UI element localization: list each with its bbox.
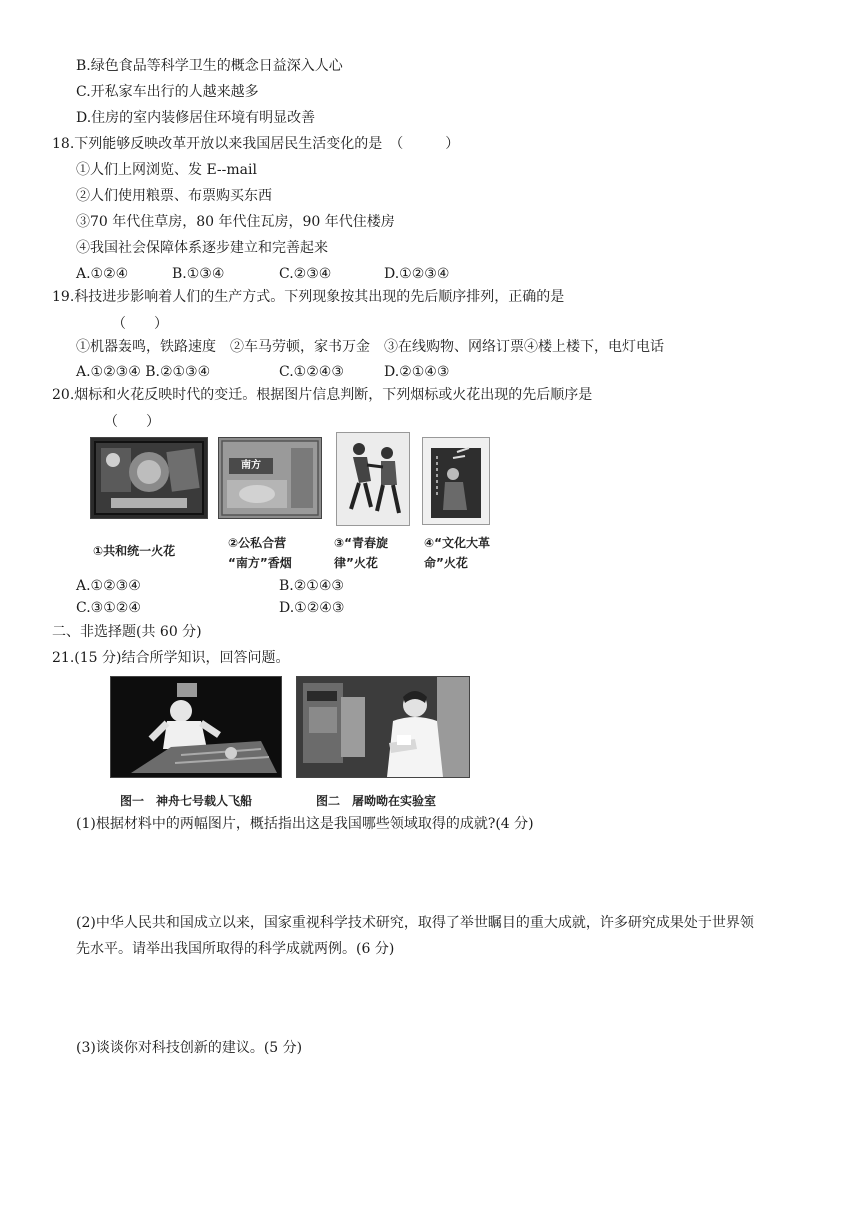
q20-option-a: A.①②③④ xyxy=(76,578,141,594)
matchbox-label-image-1 xyxy=(90,437,208,519)
nanfang-brand-text: 南方 xyxy=(241,460,261,471)
q17-option-c: C.开私家车出行的人越来越多 xyxy=(76,84,259,100)
q20-caption-3-line1: ③“青春旋 xyxy=(334,536,389,550)
q18-item-3: ③70 年代住草房，80 年代住瓦房，90 年代住楼房 xyxy=(76,214,395,230)
q20-caption-4-line2: 命”火花 xyxy=(424,556,468,570)
q17-option-b: B.绿色食品等科学卫生的概念日益深入人心 xyxy=(76,58,343,74)
section-heading: 二、非选择题(共 60 分) xyxy=(52,624,202,640)
q20-caption-1: ①共和统一火花 xyxy=(93,544,176,558)
q21-figure-2-caption: 图二 屠呦呦在实验室 xyxy=(316,794,437,808)
q21-stem: 21.(15 分)结合所学知识，回答问题。 xyxy=(52,650,290,666)
q18-stem: 18.下列能够反映改革开放以来我国居民生活变化的是 （ ） xyxy=(52,136,460,152)
cigarette-label-image-2 xyxy=(218,437,322,519)
q21-figure-1-caption: 图一 神舟七号载人飞船 xyxy=(120,794,253,808)
q19-stem: 19.科技进步影响着人们的生产方式。下列现象按其出现的先后顺序排列，正确的是 xyxy=(52,289,565,305)
q21-part-2-line2: 先水平。请举出我国所取得的科学成就两例。(6 分) xyxy=(76,941,395,957)
q20-caption-3-line2: 律”火花 xyxy=(334,556,378,570)
q19-bracket: （ ） xyxy=(112,316,168,332)
q20-bracket: （ ） xyxy=(104,414,160,430)
q18-option-a: A.①②④ xyxy=(76,266,129,282)
q21-part-2-line1: (2)中华人民共和国成立以来，国家重视科学技术研究，取得了举世瞩目的重大成就，许多研究成果处于世界领 xyxy=(76,915,754,931)
q18-option-d: D.①②③④ xyxy=(384,266,450,282)
q17-option-d: D.住房的室内装修居住环境有明显改善 xyxy=(76,110,316,126)
shenzhou-7-spacewalk-photo xyxy=(110,676,282,778)
q21-part-3: (3)谈谈你对科技创新的建议。(5 分) xyxy=(76,1040,303,1056)
tu-youyou-lab-photo xyxy=(296,676,470,778)
q19-option-d: D.②①④③ xyxy=(384,364,450,380)
q20-caption-2-line1: ②公私合营 xyxy=(228,536,287,550)
q20-option-d: D.①②④③ xyxy=(279,600,345,616)
q20-caption-2-line2: “南方”香烟 xyxy=(228,556,292,570)
q20-caption-4-line1: ④“文化大革 xyxy=(424,536,491,550)
matchbox-label-image-4 xyxy=(422,437,490,525)
q21-part-1: (1)根据材料中的两幅图片，概括指出这是我国哪些领域取得的成就?(4 分) xyxy=(76,816,534,832)
q18-item-2: ②人们使用粮票、布票购买东西 xyxy=(76,188,272,204)
q18-option-c: C.②③④ xyxy=(279,266,332,282)
q20-option-c: C.③①②④ xyxy=(76,600,141,616)
q19-option-ab: A.①②③④ B.②①③④ xyxy=(76,364,211,380)
q18-item-1: ①人们上网浏览、发 E--mail xyxy=(76,162,257,178)
q20-option-b: B.②①④③ xyxy=(279,578,344,594)
q18-item-4: ④我国社会保障体系逐步建立和完善起来 xyxy=(76,240,328,256)
q19-items: ①机器轰鸣，铁路速度 ②车马劳顿，家书万金 ③在线购物、网络订票④楼上楼下，电灯电话 xyxy=(76,339,664,355)
matchbox-label-image-3 xyxy=(336,432,410,526)
q19-option-c: C.①②④③ xyxy=(279,364,344,380)
q18-option-b: B.①③④ xyxy=(172,266,225,282)
q20-stem: 20.烟标和火花反映时代的变迁。根据图片信息判断，下列烟标或火花出现的先后顺序是 xyxy=(52,387,593,403)
